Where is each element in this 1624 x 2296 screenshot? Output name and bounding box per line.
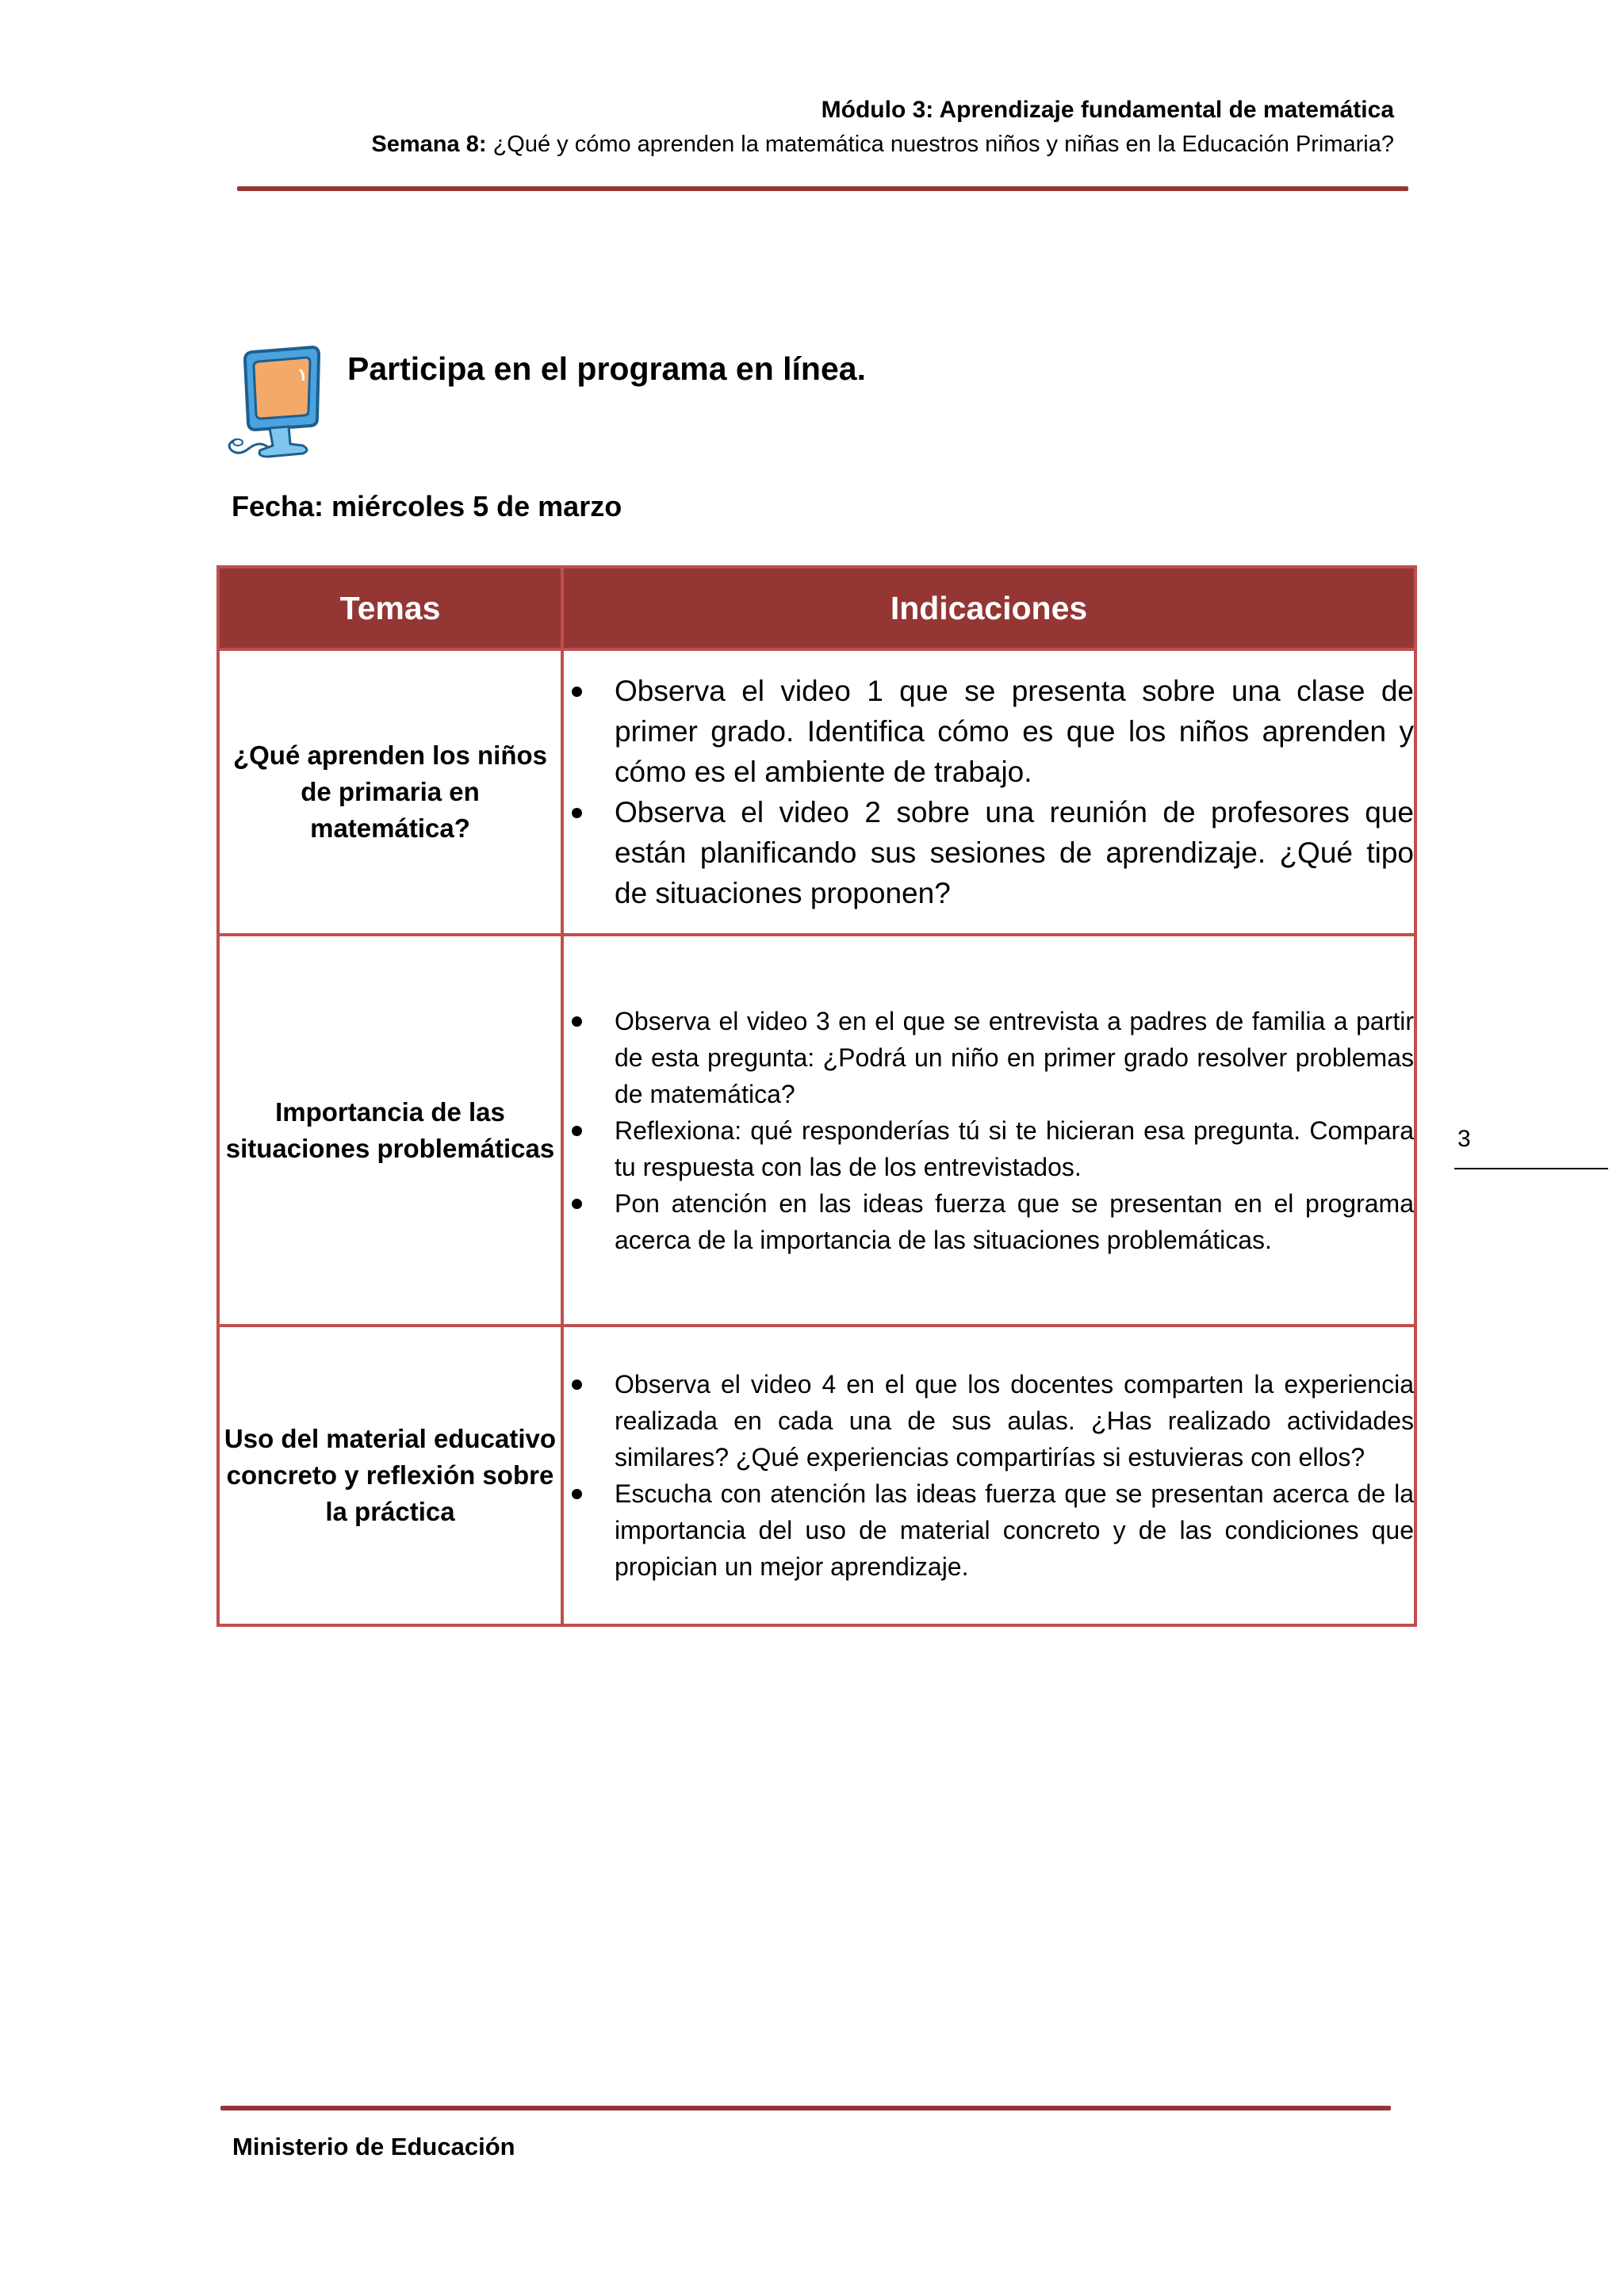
header-week-title: ¿Qué y cómo aprenden la matemática nuestros niños y niñas en la Educación Primaria? [492, 132, 1394, 157]
table-header-row [218, 567, 1415, 649]
header-module-title: Módulo 3: Aprendizaje fundamental de matemática [821, 97, 1394, 123]
table-row [218, 649, 1415, 935]
date-label: Fecha: miércoles 5 de marzo [232, 490, 622, 522]
list-item: Observa el video 2 sobre una reunión de profesores que están planificando sus sesiones de aprendizaje. ¿Qué tipo de situaciones proponen? [564, 792, 1414, 913]
table-row [218, 1326, 1415, 1625]
topic-cell: Importancia de las situaciones problemáticas [218, 935, 562, 1326]
column-header-temas: Temas [218, 567, 562, 649]
topic-cell: ¿Qué aprenden los niños de primaria en matemática? [218, 649, 562, 935]
page-number-rule [1454, 1168, 1608, 1169]
table-row [218, 935, 1415, 1326]
instructions-cell [562, 649, 1415, 935]
instructions-list [564, 1003, 1414, 1258]
section-title: Participa en el programa en línea. [347, 350, 866, 387]
list-item: Observa el video 4 en el que los docentes comparten la experiencia realizada en cada una de sus aulas. ¿Has realizado actividades similares? ¿Qué experiencias compartirías si estuvieras con ellos? [564, 1366, 1414, 1475]
list-item: Pon atención en las ideas fuerza que se presentan en el programa acerca de la importancia de las situaciones problemáticas. [564, 1185, 1414, 1258]
topics-table [216, 565, 1417, 1627]
computer-monitor-icon [224, 346, 322, 465]
footer-text: Ministerio de Educación [232, 2133, 515, 2160]
list-item: Escucha con atención las ideas fuerza que se presentan acerca de la importancia del uso de material concreto y de las condiciones que propician un mejor aprendizaje. [564, 1475, 1414, 1585]
instructions-cell [562, 935, 1415, 1326]
header-rule [237, 186, 1408, 191]
column-header-indicaciones: Indicaciones [562, 567, 1415, 649]
header-week-line [371, 132, 1394, 158]
instructions-cell [562, 1326, 1415, 1625]
list-item: Observa el video 3 en el que se entrevista a padres de familia a partir de esta pregunta: ¿Podrá un niño en primer grado resolver problemas de matemática? [564, 1003, 1414, 1112]
list-item: Observa el video 1 que se presenta sobre una clase de primer grado. Identifica cómo es que los niños aprenden y cómo es el ambiente de trabajo. [564, 671, 1414, 792]
footer-rule [220, 2106, 1391, 2110]
header-week-label: Semana 8: [371, 132, 487, 157]
instructions-list [564, 1366, 1414, 1585]
instructions-list [564, 671, 1414, 913]
topic-cell: Uso del material educativo concreto y reflexión sobre la práctica [218, 1326, 562, 1625]
list-item: Reflexiona: qué responderías tú si te hicieran esa pregunta. Compara tu respuesta con las de los entrevistados. [564, 1112, 1414, 1185]
page-number: 3 [1457, 1126, 1471, 1152]
